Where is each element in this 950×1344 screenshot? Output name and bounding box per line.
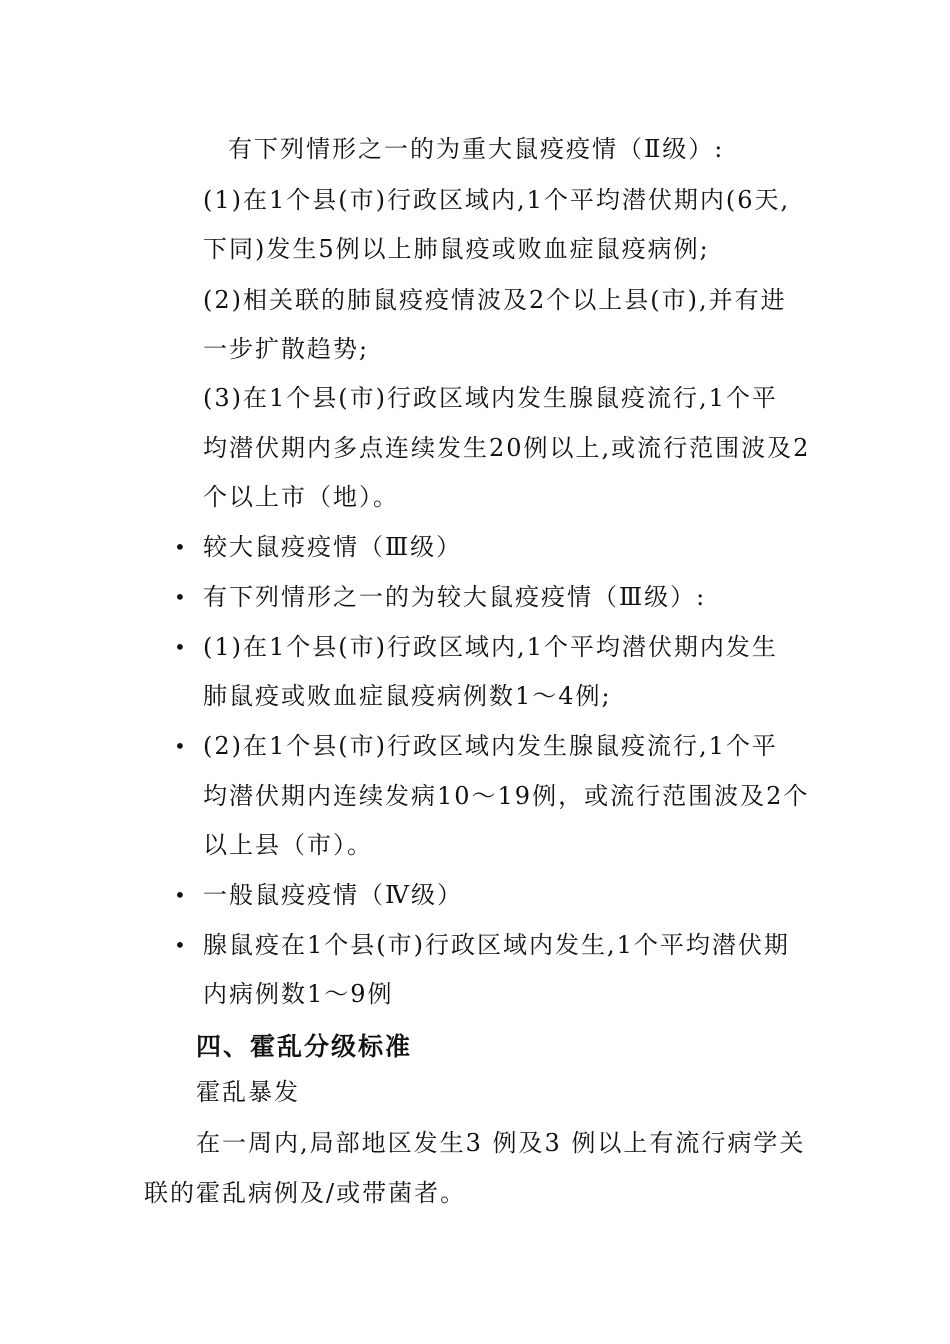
bullet-level3-item2-line3: 以上县（市）。: [203, 831, 373, 859]
bullet-level3-item1-line2: 肺鼠疫或败血症鼠疫病例数1～4例;: [203, 682, 612, 710]
bullet-level3-item1-line1: (1)在1个县(市)行政区域内,1个平均潜伏期内发生: [203, 633, 778, 661]
bullet-marker: •: [174, 883, 186, 907]
bullet-level3-item2-line1: (2)在1个县(市)行政区域内发生腺鼠疫流行,1个平: [203, 732, 778, 760]
bullet-marker: •: [174, 585, 186, 609]
section-four-subheading: 霍乱暴发: [196, 1078, 300, 1106]
plague-level2-intro: 有下列情形之一的为重大鼠疫疫情（Ⅱ级）:: [228, 135, 725, 163]
plague-level2-item1-line2: 下同)发生5例以上肺鼠疫或败血症鼠疫病例;: [203, 235, 710, 263]
plague-level2-item3-line1: (3)在1个县(市)行政区域内发生腺鼠疫流行,1个平: [203, 384, 778, 412]
bullet-marker: •: [174, 734, 186, 758]
plague-level2-item2-line1: (2)相关联的肺鼠疫疫情波及2个以上县(市),并有进: [203, 286, 787, 314]
bullet-marker: •: [174, 933, 186, 957]
plague-level2-item3-line2: 均潜伏期内多点连续发生20例以上,或流行范围波及2: [203, 434, 811, 462]
plague-level2-item2-line2: 一步扩散趋势;: [203, 335, 370, 363]
bullet-level4-item-line2: 内病例数1～9例: [203, 980, 394, 1008]
plague-level2-item3-line3: 个以上市（地）。: [203, 483, 399, 511]
bullet-level4-heading: 一般鼠疫疫情（Ⅳ级）: [203, 881, 463, 909]
section-four-body-line1: 在一周内,局部地区发生3 例及3 例以上有流行病学关: [196, 1129, 806, 1157]
bullet-level3-intro: 有下列情形之一的为较大鼠疫疫情（Ⅲ级）:: [203, 583, 707, 611]
bullet-level4-item-line1: 腺鼠疫在1个县(市)行政区域内发生,1个平均潜伏期: [203, 931, 790, 959]
bullet-marker: •: [174, 635, 186, 659]
bullet-marker: •: [174, 535, 186, 559]
plague-level2-item1-line1: (1)在1个县(市)行政区域内,1个平均潜伏期内(6天,: [203, 186, 791, 214]
bullet-level3-item2-line2: 均潜伏期内连续发病10～19例，或流行范围波及2个: [203, 782, 810, 810]
section-four-body-line2: 联的霍乱病例及/或带菌者。: [144, 1179, 467, 1207]
bullet-level3-heading: 较大鼠疫疫情（Ⅲ级）: [203, 533, 463, 561]
section-four-heading: 四、霍乱分级标准: [196, 1032, 413, 1061]
